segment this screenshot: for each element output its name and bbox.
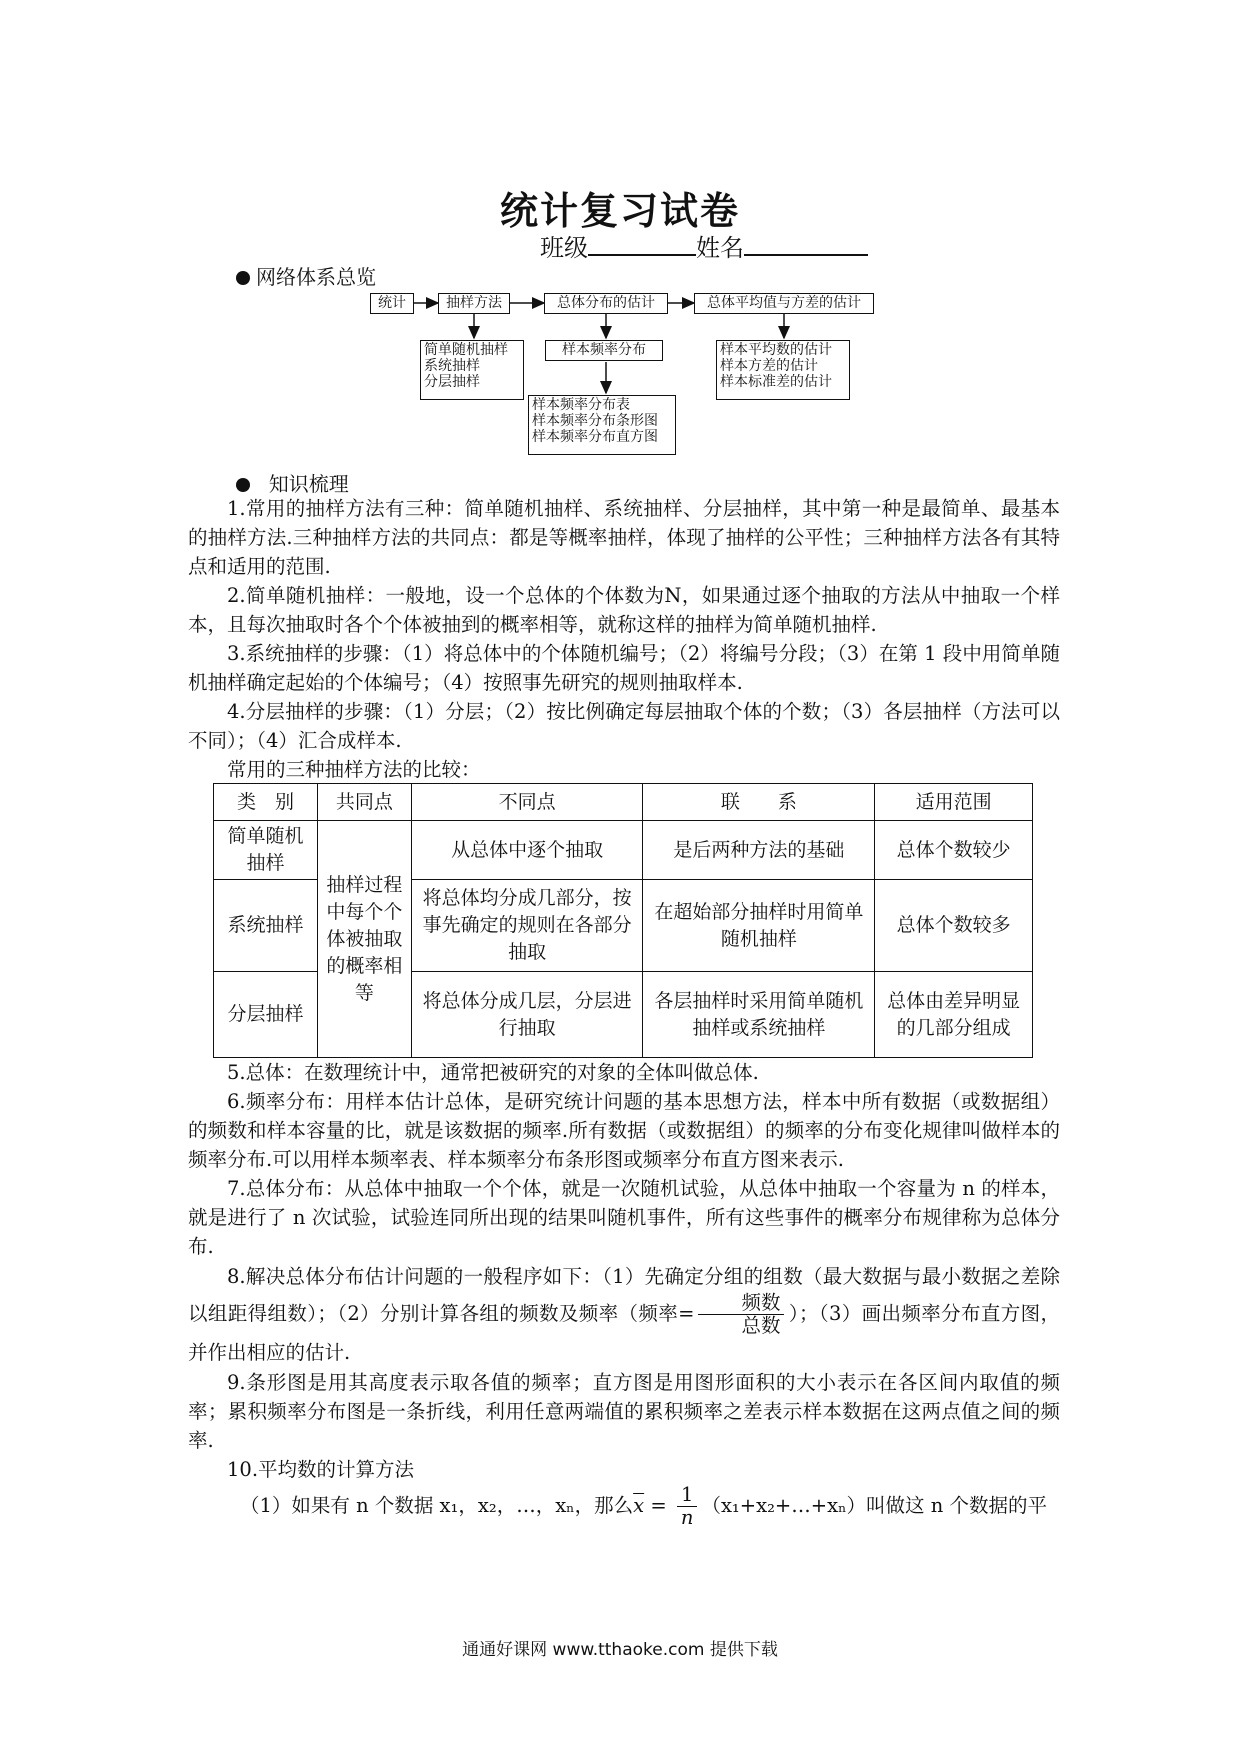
header-cell: 适用范围 [875, 784, 1033, 821]
fraction-numerator: 频数 [698, 1292, 784, 1315]
node-statistics: 统计 [370, 293, 414, 314]
header-cell: 共同点 [317, 784, 411, 821]
text: （1）如果有 n 个数据 x₁，x₂，…，xₙ，那么 [240, 1494, 634, 1517]
diff-cell: 将总体均分成几部分，按事先确定的规则在各部分抽取 [411, 880, 643, 972]
diff-cell: 从总体中逐个抽取 [411, 821, 643, 880]
text: 8.解决总体分布估计问题的一般程序如下：（1）先确定分组的组数（最大数据与最小数据之差除以组距得组数）；（2）分别计算各组的频数及频率（频率= [188, 1265, 1060, 1325]
header-cell: 不同点 [411, 784, 643, 821]
equals-sign: = [644, 1494, 673, 1517]
node-population-distribution: 总体分布的估计 [544, 293, 668, 314]
paragraph: 1.常用的抽样方法有三种：简单随机抽样、系统抽样、分层抽样，其中第一种是最简单、最基本的抽样方法.三种抽样方法的共同点：都是等概率抽样，体现了抽样的公平性；三种抽样方法各有其特点和适用的范围. [188, 497, 1060, 578]
node-sampling-methods: 抽样方法 [438, 293, 510, 314]
fraction-denominator: 总数 [741, 1314, 781, 1337]
paragraph: 6.频率分布：用样本估计总体，是研究统计问题的基本思想方法，样本中所有数据（或数据组）的频数和样本容量的比，就是该数据的频率.所有数据（或数据组）的频率的分布变化规律叫做样本的频率分布.可以用样本频率表、样本频率分布条形图或频率分布直方图来表示. [188, 1090, 1060, 1171]
node-estimate-list [716, 340, 850, 400]
node-sample-frequency-distribution: 样本频率分布 [545, 340, 663, 361]
paragraph-mean-formula [188, 1484, 1060, 1529]
paragraph: 3.系统抽样的步骤：（1）将总体中的个体随机编号；（2）将编号分段；（3）在第 1 段中用简单随机抽样确定起始的个体编号；（4）按照事先研究的规则抽取样本. [188, 642, 1060, 694]
type-cell: 简单随机抽样 [214, 821, 318, 880]
paragraph: 2.简单随机抽样：一般地，设一个总体的个体数为N，如果通过逐个抽取的方法从中抽取一个样本，且每次抽取时各个个体被抽到的概率相等，就称这样的抽样为简单随机抽样. [188, 584, 1060, 636]
sampling-comparison-table [213, 783, 1033, 1058]
relation-cell: 是后两种方法的基础 [643, 821, 875, 880]
header-cell: 类 别 [214, 784, 318, 821]
table-header-row [214, 784, 1033, 821]
header-cell: 联 系 [643, 784, 875, 821]
sampling-item: 分层抽样 [424, 374, 480, 390]
paragraph-8 [188, 1261, 1060, 1368]
relation-cell: 在超始部分抽样时用简单随机抽样 [643, 880, 875, 972]
node-mean-variance-estimate: 总体平均值与方差的估计 [694, 293, 874, 314]
paragraphs-distribution [188, 1058, 1060, 1529]
bullet-icon [236, 478, 250, 492]
type-cell: 系统抽样 [214, 880, 318, 972]
scope-cell: 总体个数较少 [875, 821, 1033, 880]
paragraph: 7.总体分布：从总体中抽取一个个体，就是一次随机试验，从总体中抽取一个容量为 n 的样本，就是进行了 n 次试验，试验连同所出现的结果叫随机事件，所有这些事件的概率分布规律称为总体分布. [188, 1177, 1060, 1258]
table-row [214, 821, 1033, 880]
relation-cell: 各层抽样时采用简单随机抽样或系统抽样 [643, 972, 875, 1058]
node-frequency-items [528, 395, 676, 455]
sampling-item: 系统抽样 [424, 358, 480, 374]
frequency-item: 样本频率分布直方图 [532, 429, 658, 445]
fraction-frequency [698, 1292, 784, 1337]
sampling-item: 简单随机抽样 [424, 342, 508, 358]
section-title: 知识梳理 [268, 472, 349, 496]
table-caption: 常用的三种抽样方法的比较： [227, 758, 481, 781]
footer-credit: 通通好课网 www.tthaoke.com 提供下载 [462, 1640, 778, 1660]
fraction-numerator: 1 [677, 1484, 698, 1507]
page-title: 统计复习试卷 [499, 189, 740, 233]
diff-cell: 将总体分成几层，分层进行抽取 [411, 972, 643, 1058]
node-sampling-list [420, 340, 524, 400]
common-cell: 抽样过程中每个个体被抽取的概率相等 [317, 821, 411, 1058]
estimate-item: 样本标准差的估计 [720, 374, 832, 390]
paragraph: 9.条形图是用其高度表示取各值的频率；直方图是用图形面积的大小表示在各区间内取值的频率；累积频率分布图是一条折线，利用任意两端值的累积频率之差表示样本数据在这两点值之间的频率. [188, 1371, 1060, 1452]
name-label: 姓名 [696, 234, 744, 262]
scope-cell: 总体个数较多 [875, 880, 1033, 972]
paragraphs-sampling [188, 494, 1060, 784]
text: （x₁+x₂+…+xₙ）叫做这 n 个数据的平 [701, 1494, 1047, 1517]
section-knowledge [236, 468, 349, 497]
paragraph: 10.平均数的计算方法 [227, 1458, 415, 1481]
fraction-denominator: n [680, 1506, 694, 1529]
type-cell: 分层抽样 [214, 972, 318, 1058]
class-label: 班级 [540, 234, 588, 262]
fraction-one-over-n [677, 1484, 698, 1529]
paragraph: 4.分层抽样的步骤：（1）分层；（2）按比例确定每层抽取个体的个数；（3）各层抽样（方法可以不同）；（4）汇合成样本. [188, 700, 1060, 752]
estimate-item: 样本方差的估计 [720, 358, 818, 374]
scope-cell: 总体由差异明显的几部分组成 [875, 972, 1033, 1058]
mean-symbol: $\overline{x}$ [633, 1494, 645, 1517]
estimate-item: 样本平均数的估计 [720, 342, 832, 358]
frequency-item: 样本频率分布表 [532, 397, 630, 413]
frequency-item: 样本频率分布条形图 [532, 413, 658, 429]
section-title: 网络体系总览 [256, 265, 376, 289]
paragraph: 5.总体：在数理统计中，通常把被研究的对象的全体叫做总体. [227, 1061, 759, 1084]
text: ）；（3）画出频率分布直方图，并作出相应的估计. [188, 1302, 1060, 1364]
